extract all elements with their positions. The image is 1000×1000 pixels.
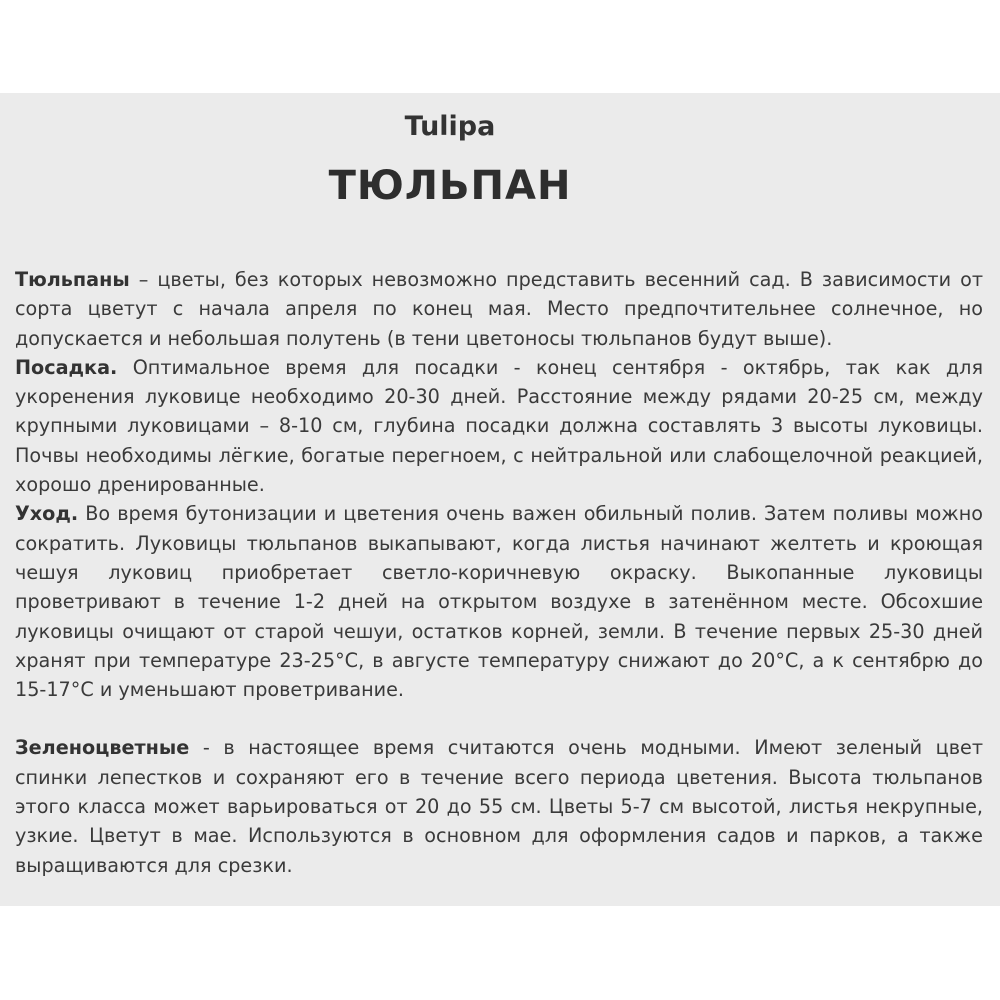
latin-name: Tulipa [404,111,496,142]
paragraph-spacer [15,704,983,733]
description-card [0,93,1000,906]
green-text: - в настоящее время считаются очень модными. Имеют зеленый цвет спинки лепестков и сохраняют его в течение всего периода цветения. Высота тюльпанов этого класса может варьироваться от 20 до 55 см. Цветы 5-7 см высотой, листья некрупные, узкие. Цветут в мае. Используются в основном для оформления садов и парков, а также выращиваются для срезки. [15,736,983,877]
paragraph-intro [15,265,983,353]
planting-lead: Посадка. [15,355,118,379]
care-text: Во время бутонизации и цветения очень важен обильный полив. Затем поливы можно сократить. Луковицы тюльпанов выкапывают, когда листья начинают желтеть и кроющая чешуя луковиц приобретает светло-коричневую окраску. Выкопанные луковицы проветривают в течение 1-2 дней на открытом воздухе в затенённом месте. Обсохшие луковицы очищают от старой чешуи, остатков корней, земли. В течение первых 25-30 дней хранят при температуре 23-25°С, в августе температуру снижают до 20°С, а к сентябрю до 15-17°С и уменьшают проветривание. [15,502,983,702]
description-body [15,265,983,880]
green-lead: Зеленоцветные [15,736,190,760]
intro-text: – цветы, без которых невозможно представить весенний сад. В зависимости от сорта цветут с начала апреля по конец мая. Место предпочтительнее солнечное, но допускается и небольшая полутень (в тени цветоносы тюльпанов будут выше). [15,268,983,350]
paragraph-green [15,733,983,879]
page-title: ТЮЛЬПАН [328,163,572,209]
paragraph-care [15,499,983,704]
intro-lead: Тюльпаны [15,268,130,291]
care-lead: Уход. [15,502,79,526]
paragraph-planting [15,353,983,499]
planting-text: Оптимальное время для посадки - конец сентября - октябрь, так как для укоренения луковице необходимо 20-30 дней. Расстояние между рядами 20-25 см, между крупными луковицами – 8-10 см, глубина посадки должна составлять 3 высоты луковицы. Почвы необходимы лёгкие, богатые перегноем, с нейтральной или слабощелочной реакцией, хорошо дренированные. [15,355,983,497]
